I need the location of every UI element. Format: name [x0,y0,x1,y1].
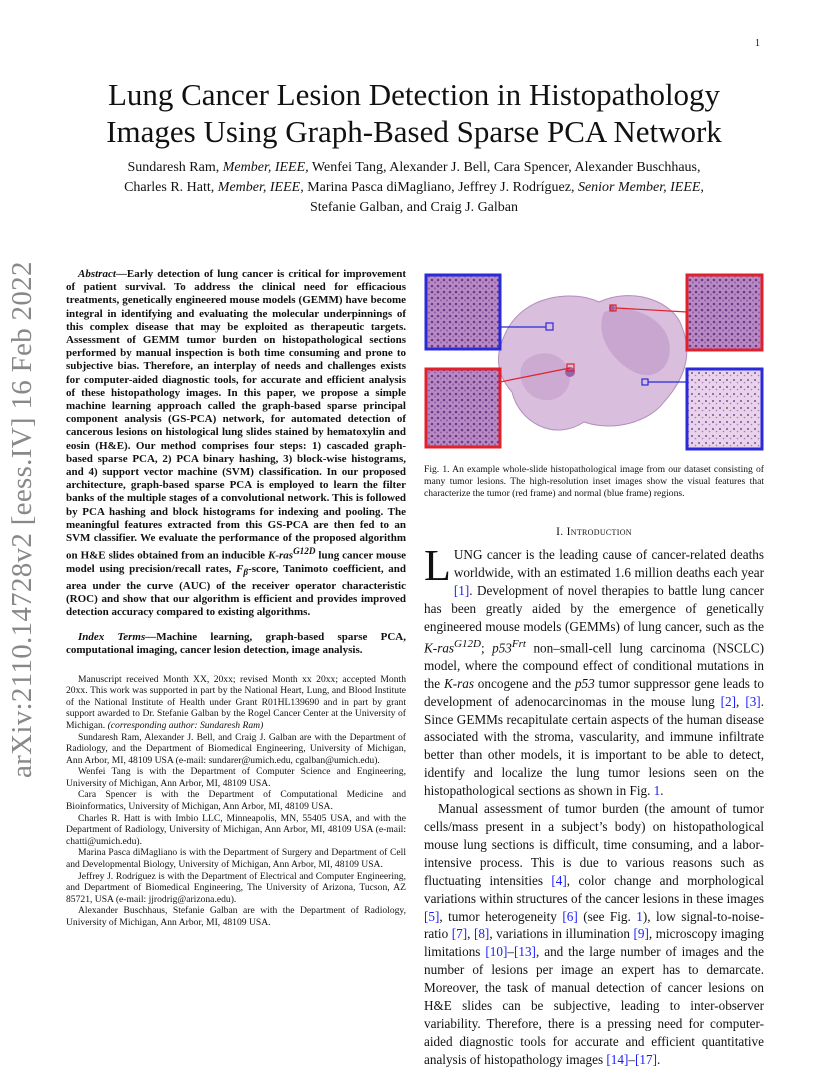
paper-title: Lung Cancer Lesion Detection in Histopathology Images Using Graph-Based Sparse PCA Network [106,77,722,149]
author-text: Sundaresh Ram, [127,160,220,175]
abstract-text: lung cancer mouse model using precision/recall rates, [66,549,406,576]
citation-link[interactable]: [8] [473,926,490,942]
figure-1-histopathology [424,272,764,460]
page-number: 1 [755,38,760,49]
membership: Member, IEEE, [217,180,304,195]
left-column [66,268,406,929]
citation-link[interactable]: [9] [633,926,649,942]
text: Manual assessment of tumor burden (the amount of tumor cells/mass present in a subject’s body) on histopathological mouse lung sections is difficult, time consuming, and a labor-intensive process. This is due to various reasons such as fluctuating intensities [424,801,764,888]
citation-link[interactable]: [3] [745,693,761,709]
author-list [80,158,748,218]
text: , and the large number of images and the number of lesions per image an expert has to demarcate. Moreover, the task of manual detection of cancer lesions on H&E slides can be subjective, leading to inter-observer variability. Therefore, there is a pressing need for computer-aided diagnostic tools for accurate and efficient quantitative analysis of histopathology images [424,944,765,1067]
footnote [66,674,406,732]
footnote: Sundaresh Ram, Alexander J. Bell, and Craig J. Galban are with the Department of Radiology, and the Department of Biomedical Engineering, University of Michigan, Ann Arbor, MI, 48109 USA (e-mail: sundarer@umich.edu, cgalban@umich.edu). [66,731,406,766]
fbeta-symbol: F [236,563,244,576]
figure-link[interactable]: 1 [636,908,643,924]
gene-superscript: Frt [511,637,526,650]
footnote: Marina Pasca diMagliano is with the Department of Surgery and Department of Cell and Developmental Biology, University of Michigan, Ann Arbor, MI, 48109 USA. [66,847,406,871]
corresponding-author: (corresponding author: Sundaresh Ram) [105,719,264,731]
membership: Member, IEEE, [222,160,309,175]
section-heading [424,526,764,538]
gene-name: p53 [574,675,595,691]
section-title: Introduction [566,526,632,538]
text: ), low signal-to-noise-ratio [424,908,765,942]
text: , microscopy imaging limitations [424,926,765,960]
abstract-text: —Early detection of lung cancer is critical for improvement of patient survival. To address the clinical need for efficacious treatments, genetically engineered mouse models (GEMM) have become integral in identifying and evaluating the molecular underpinnings of this complex disease that may be exploited as therapeutic targets. Assessment of GEMM tumor burden on histopathological sections performed by manual inspection is both time consuming and prone to subjective bias. Therefore, an interplay of needs and challenges exists for computer-aided diagnostic tools, for accurate and efficient analysis of these histopathology images. In this paper, we propose a simple machine learning approach called the graph-based sparse principal component analysis (GS-PCA) network, for automated detection of cancerous lesions on histological lung slides stained by hematoxylin and eosin (H&E). Our method comprises four steps: 1) cascaded graph-based sparse PCA, 2) PCA binary hashing, 3) block-wise histograms, and 4) support vector machine (SVM) classification. In our proposed architecture, graph-based sparse PCA is employed to learn the filter banks of the multiple stages of a convolutional network. This is followed by PCA hashing and block histograms for indexing and pooling. The meaningful features extracted from this GS-PCA are then fed to an SVM classifier. We evaluate the performance of the proposed algorithm on H&E slides obtained from an inducible [66,268,406,562]
citation-link[interactable]: [5] [424,908,440,924]
text: . Development of novel therapies to battle lung cancer has been greatly aided by the emergence of genetically engineered mouse models (GEMMs) of lung cancer, such as the [424,582,764,634]
text: ; [480,639,493,655]
text: tumor suppressor gene leads to development of adenocarcinomas in the mouse lung [424,675,764,709]
figure-caption: Fig. 1. An example whole-slide histopathological image from our dataset consisting of many tumor lesions. The high-resolution inset images show the visual features that characterize the tumor (red frame) and normal (blue frame) regions. [424,464,764,499]
gene-name: K-ras [424,639,455,655]
footnotes [66,674,406,929]
citation-link[interactable]: [4] [551,872,567,888]
footnote: Jeffrey J. Rodríguez is with the Department of Electrical and Computer Engineering, and Department of Biomedical Engineering, The University of Arizona, Tucson, AZ 85721, USA (e-mail: jjrodrig@arizona.edu). [66,870,406,905]
citation-link[interactable]: [14] [606,1051,629,1067]
gene-superscript: G12D [293,546,316,557]
citation-link[interactable]: [10] [485,944,508,960]
arxiv-stamp: arXiv:2110.14728v2 [eess.IV] 16 Feb 2022 [6,261,38,778]
author-text: Marina Pasca diMagliano, Jeffrey J. Rodríguez, [307,180,575,195]
fbeta-subscript: β [243,567,249,578]
author-text: Charles R. Hatt, [124,180,215,195]
text: – [507,944,514,960]
paragraph [424,800,764,1069]
author-text: Stefanie Galban, and Craig J. Galban [310,200,518,215]
text: . Since GEMMs recapitulate certain aspects of the human disease associated with the stroma, vascularity, and immune infiltrate better than other models, it is important to be able to detect, identify and localize the lung tumor lesions seen on the histopathological sections as shown in Fig. [424,693,764,799]
citation-link[interactable]: [17] [634,1051,657,1067]
paragraph [424,541,764,800]
text: UNG cancer is the leading cause of cancer-related deaths worldwide, with an estimated 1.6 million deaths each year [453,547,764,580]
text: , [736,693,746,709]
text: oncogene and the [473,675,575,691]
text: – [628,1051,635,1067]
citation-link[interactable]: [1] [453,582,470,598]
text: non–small-cell lung carcinoma (NSCLC) model, where the compound effect of conditional mutations in the [424,639,764,691]
abstract-text: -score, Tanimoto coefficient, and area under the curve (AUC) of the receiver operator characteristic (ROC) and show that our algorithm is efficient and provides improved detection accuracy compared to existing algorithms. [66,563,406,618]
text: . [656,1051,661,1067]
index-terms-label: Index Terms [78,631,146,644]
footnote: Cara Spencer is with the Department of Computational Medicine and Bioinformatics, University of Michigan, Ann Arbor, MI, 48109 USA. [66,789,406,813]
citation-link[interactable]: [6] [562,908,578,924]
gene-name: p53 [492,639,512,655]
section-number: I. [556,526,567,538]
abstract [66,268,406,619]
gene-name: K-ras [268,549,294,562]
gene-superscript: G12D [454,637,481,650]
footnote: Wenfei Tang is with the Department of Computer Science and Engineering, University of Michigan, Ann Arbor, MI, 48109 USA. [66,766,406,789]
gene-name: K-ras [443,675,474,691]
figure-link[interactable]: 1 [653,783,661,799]
index-terms-text: —Machine learning, graph-based sparse PCA, computational imaging, cancer lesion detection, image analysis. [66,631,406,657]
footnote: Charles R. Hatt is with Imbio LLC, Minneapolis, MN, 55405 USA, and with the Department of Radiology, University of Michigan, Ann Arbor, MI, 48109 USA (e-mail: chatti@umich.edu). [66,812,406,847]
footnote: Alexander Buschhaus, Stefanie Galban are with the Department of Radiology, University of Michigan, Ann Arbor, MI, 48109 USA. [66,905,406,928]
text: , variations in illumination [489,926,634,942]
text: (see Fig. [577,908,637,924]
text: , color change and morphological variations within structures of the cancer lesions in these images [424,872,765,906]
citation-link[interactable]: [13] [513,944,536,960]
text: . [660,783,664,799]
index-terms [66,631,406,657]
author-text: Wenfei Tang, Alexander J. Bell, Cara Spencer, Alexander Buschhaus, [311,160,701,175]
drop-cap: L [424,541,451,590]
footnote-text: Manuscript received Month XX, 20xx; revised Month xx 20xx; accepted Month 20xx. This work was supported in part by the National Heart, Lung, and Blood Institute of the National Institute of Health under Grant R01HL139690 and in part by grant support awarded to Dr. Stefanie Galban by the Rogel Cancer Center at the University of Michigan. [66,673,406,731]
abstract-label: Abstract [78,268,116,280]
text: , [467,926,474,942]
citation-link[interactable]: [2] [720,693,737,709]
introduction-body [424,541,765,1069]
citation-link[interactable]: [7] [451,926,468,942]
membership: Senior Member, IEEE, [577,180,704,195]
text: , tumor heterogeneity [439,908,563,924]
